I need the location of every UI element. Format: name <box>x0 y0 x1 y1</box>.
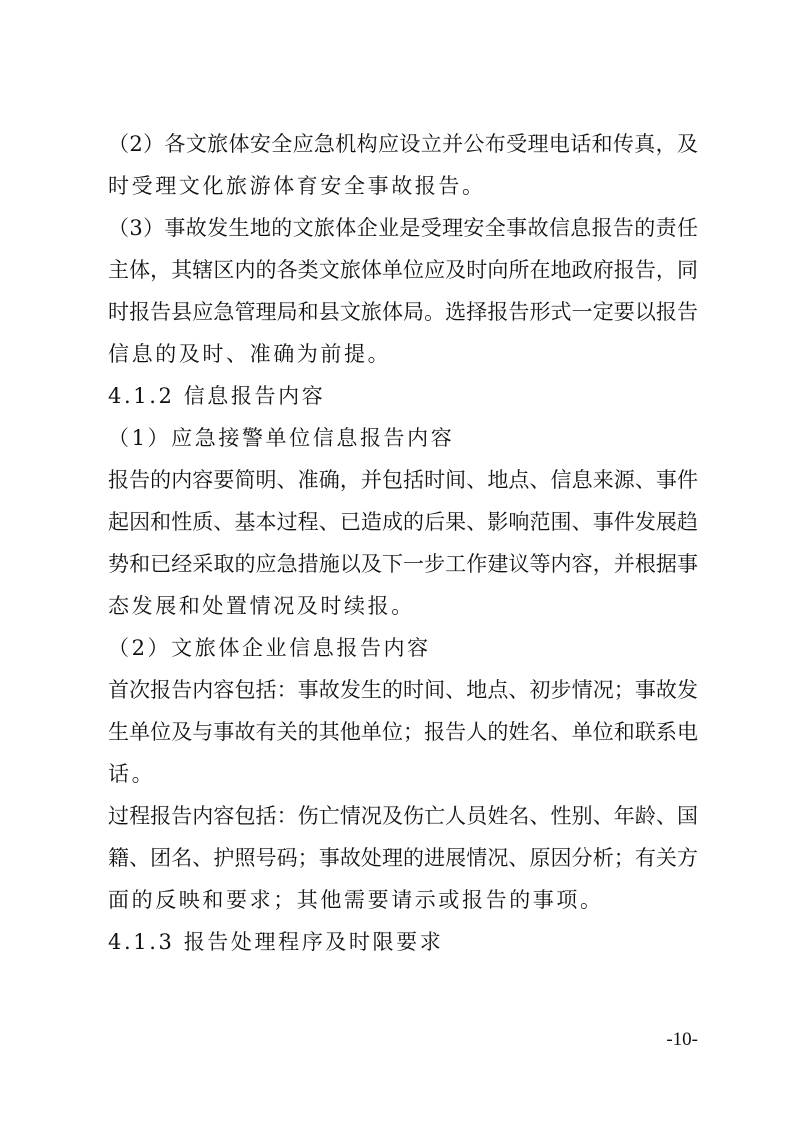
text-line: 首次报告内容包括：事故发生的时间、地点、初步情况；事故发 <box>108 678 698 702</box>
text-line: 时受理文化旅游体育安全事故报告。 <box>108 174 486 198</box>
page-number: -10- <box>666 1029 698 1050</box>
text-line: 报告的内容要简明、准确，并包括时间、地点、信息来源、事件 <box>108 468 698 492</box>
text-line: 主体，其辖区内的各类文旅体单位应及时向所在地政府报告，同 <box>108 258 698 282</box>
text-line: 过程报告内容包括：伤亡情况及伤亡人员姓名、性别、年龄、国 <box>108 804 698 828</box>
text-line: 态发展和处置情况及时续报。 <box>108 594 415 618</box>
text-line: 时报告县应急管理局和县文旅体局。选择报告形式一定要以报告 <box>108 300 698 324</box>
subsection-heading: （2）文旅体企业信息报告内容 <box>108 636 431 660</box>
text-line: （3）事故发生地的文旅体企业是受理安全事故信息报告的责任 <box>108 216 698 240</box>
text-line: 面的反映和要求；其他需要请示或报告的事项。 <box>108 888 604 912</box>
text-line: 籍、团名、护照号码；事故处理的进展情况、原因分析；有关方 <box>108 846 698 870</box>
text-line: 生单位及与事故有关的其他单位；报告人的姓名、单位和联系电 <box>108 720 698 744</box>
text-line: 起因和性质、基本过程、已造成的后果、影响范围、事件发展趋 <box>108 510 698 534</box>
section-heading: 4.1.3 报告处理程序及时限要求 <box>108 930 444 954</box>
text-line: （2）各文旅体安全应急机构应设立并公布受理电话和传真，及 <box>108 132 698 156</box>
text-line: 信息的及时、准确为前提。 <box>108 342 392 366</box>
subsection-heading: （1）应急接警单位信息报告内容 <box>108 426 455 450</box>
section-heading: 4.1.2 信息报告内容 <box>108 384 326 408</box>
text-line: 话。 <box>108 762 156 786</box>
text-line: 势和已经采取的应急措施以及下一步工作建议等内容，并根据事 <box>108 552 698 576</box>
